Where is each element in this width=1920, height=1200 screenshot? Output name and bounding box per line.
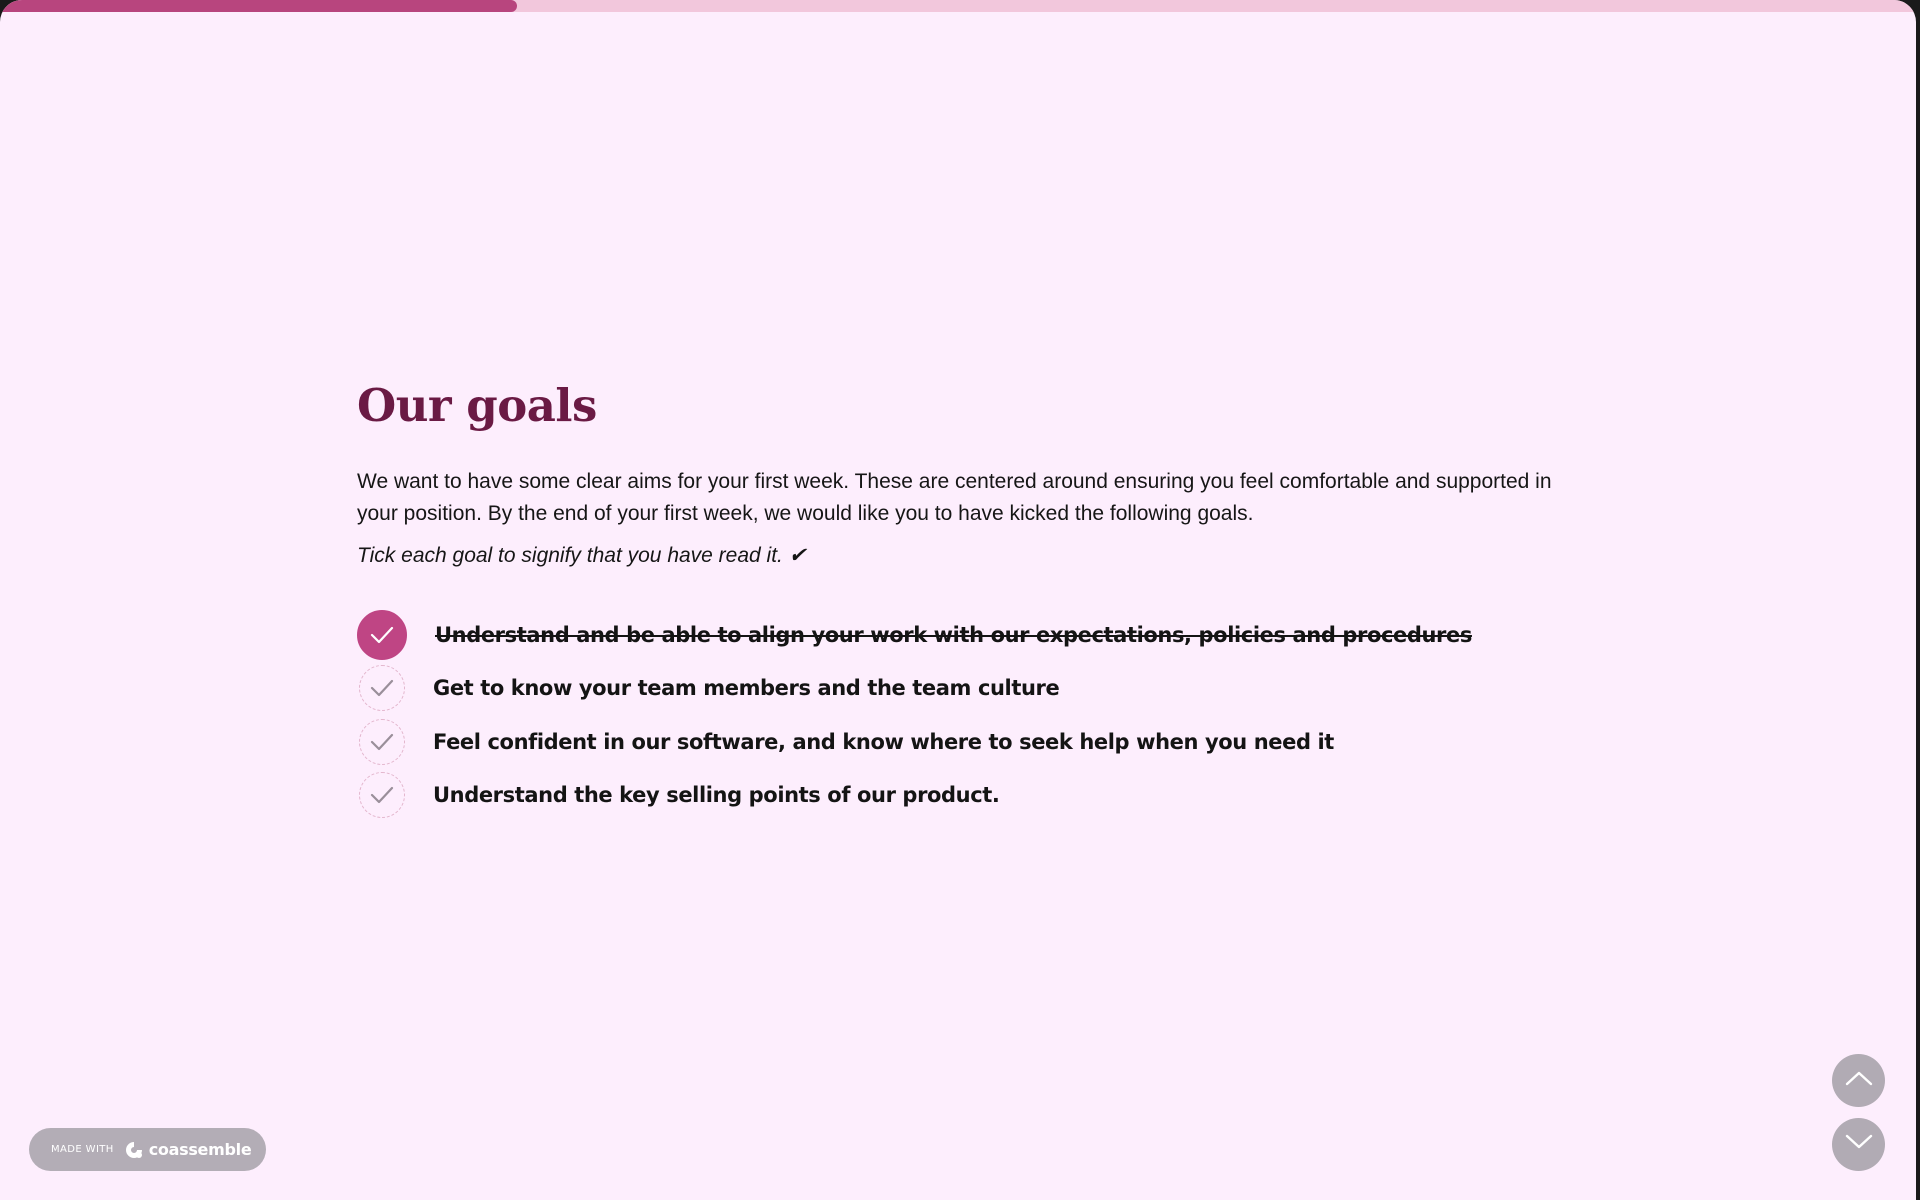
goal-checkbox[interactable]	[359, 665, 405, 711]
goal-item[interactable]	[357, 715, 1577, 769]
goal-label: Get to know your team members and the team culture	[433, 676, 1060, 701]
goal-item[interactable]	[357, 769, 1577, 823]
goal-item[interactable]	[357, 662, 1577, 716]
lesson-content	[357, 372, 1577, 822]
page-title: Our goals	[357, 379, 597, 432]
made-with-coassemble-badge[interactable]	[29, 1128, 266, 1171]
goal-label: Understand and be able to align your work with our expectations, policies and procedures	[435, 622, 1472, 647]
goal-item[interactable]	[357, 608, 1577, 662]
instruction-text: Tick each goal to signify that you have read it. ✔	[357, 544, 807, 567]
intro-paragraph: We want to have some clear aims for your first week. These are centered around ensuring you feel comfortable and supported in your position. By the end of your first week, we would like you to have kicked the following goals.	[357, 470, 1552, 525]
coassemble-logo-icon	[124, 1140, 144, 1160]
previous-section-button[interactable]	[1832, 1054, 1885, 1107]
chevron-up-icon	[1845, 1070, 1873, 1091]
goal-checkbox-checked[interactable]	[357, 610, 407, 660]
coassemble-brand-label: coassemble	[148, 1140, 252, 1159]
next-section-button[interactable]	[1832, 1118, 1885, 1171]
window-edge	[1916, 0, 1920, 1200]
goal-checkbox[interactable]	[359, 719, 405, 765]
progress-bar	[0, 0, 1916, 12]
chevron-down-icon	[1845, 1134, 1873, 1155]
check-icon	[369, 732, 395, 752]
goal-checkbox[interactable]	[359, 772, 405, 818]
check-icon	[369, 625, 395, 645]
goal-label: Understand the key selling points of our product.	[433, 783, 1000, 808]
check-icon	[369, 678, 395, 698]
goal-label: Feel confident in our software, and know where to seek help when you need it	[433, 729, 1334, 754]
goals-checklist	[357, 608, 1577, 822]
made-with-label: MADE WITH	[51, 1144, 114, 1155]
check-icon	[369, 785, 395, 805]
progress-bar-fill	[0, 0, 517, 12]
